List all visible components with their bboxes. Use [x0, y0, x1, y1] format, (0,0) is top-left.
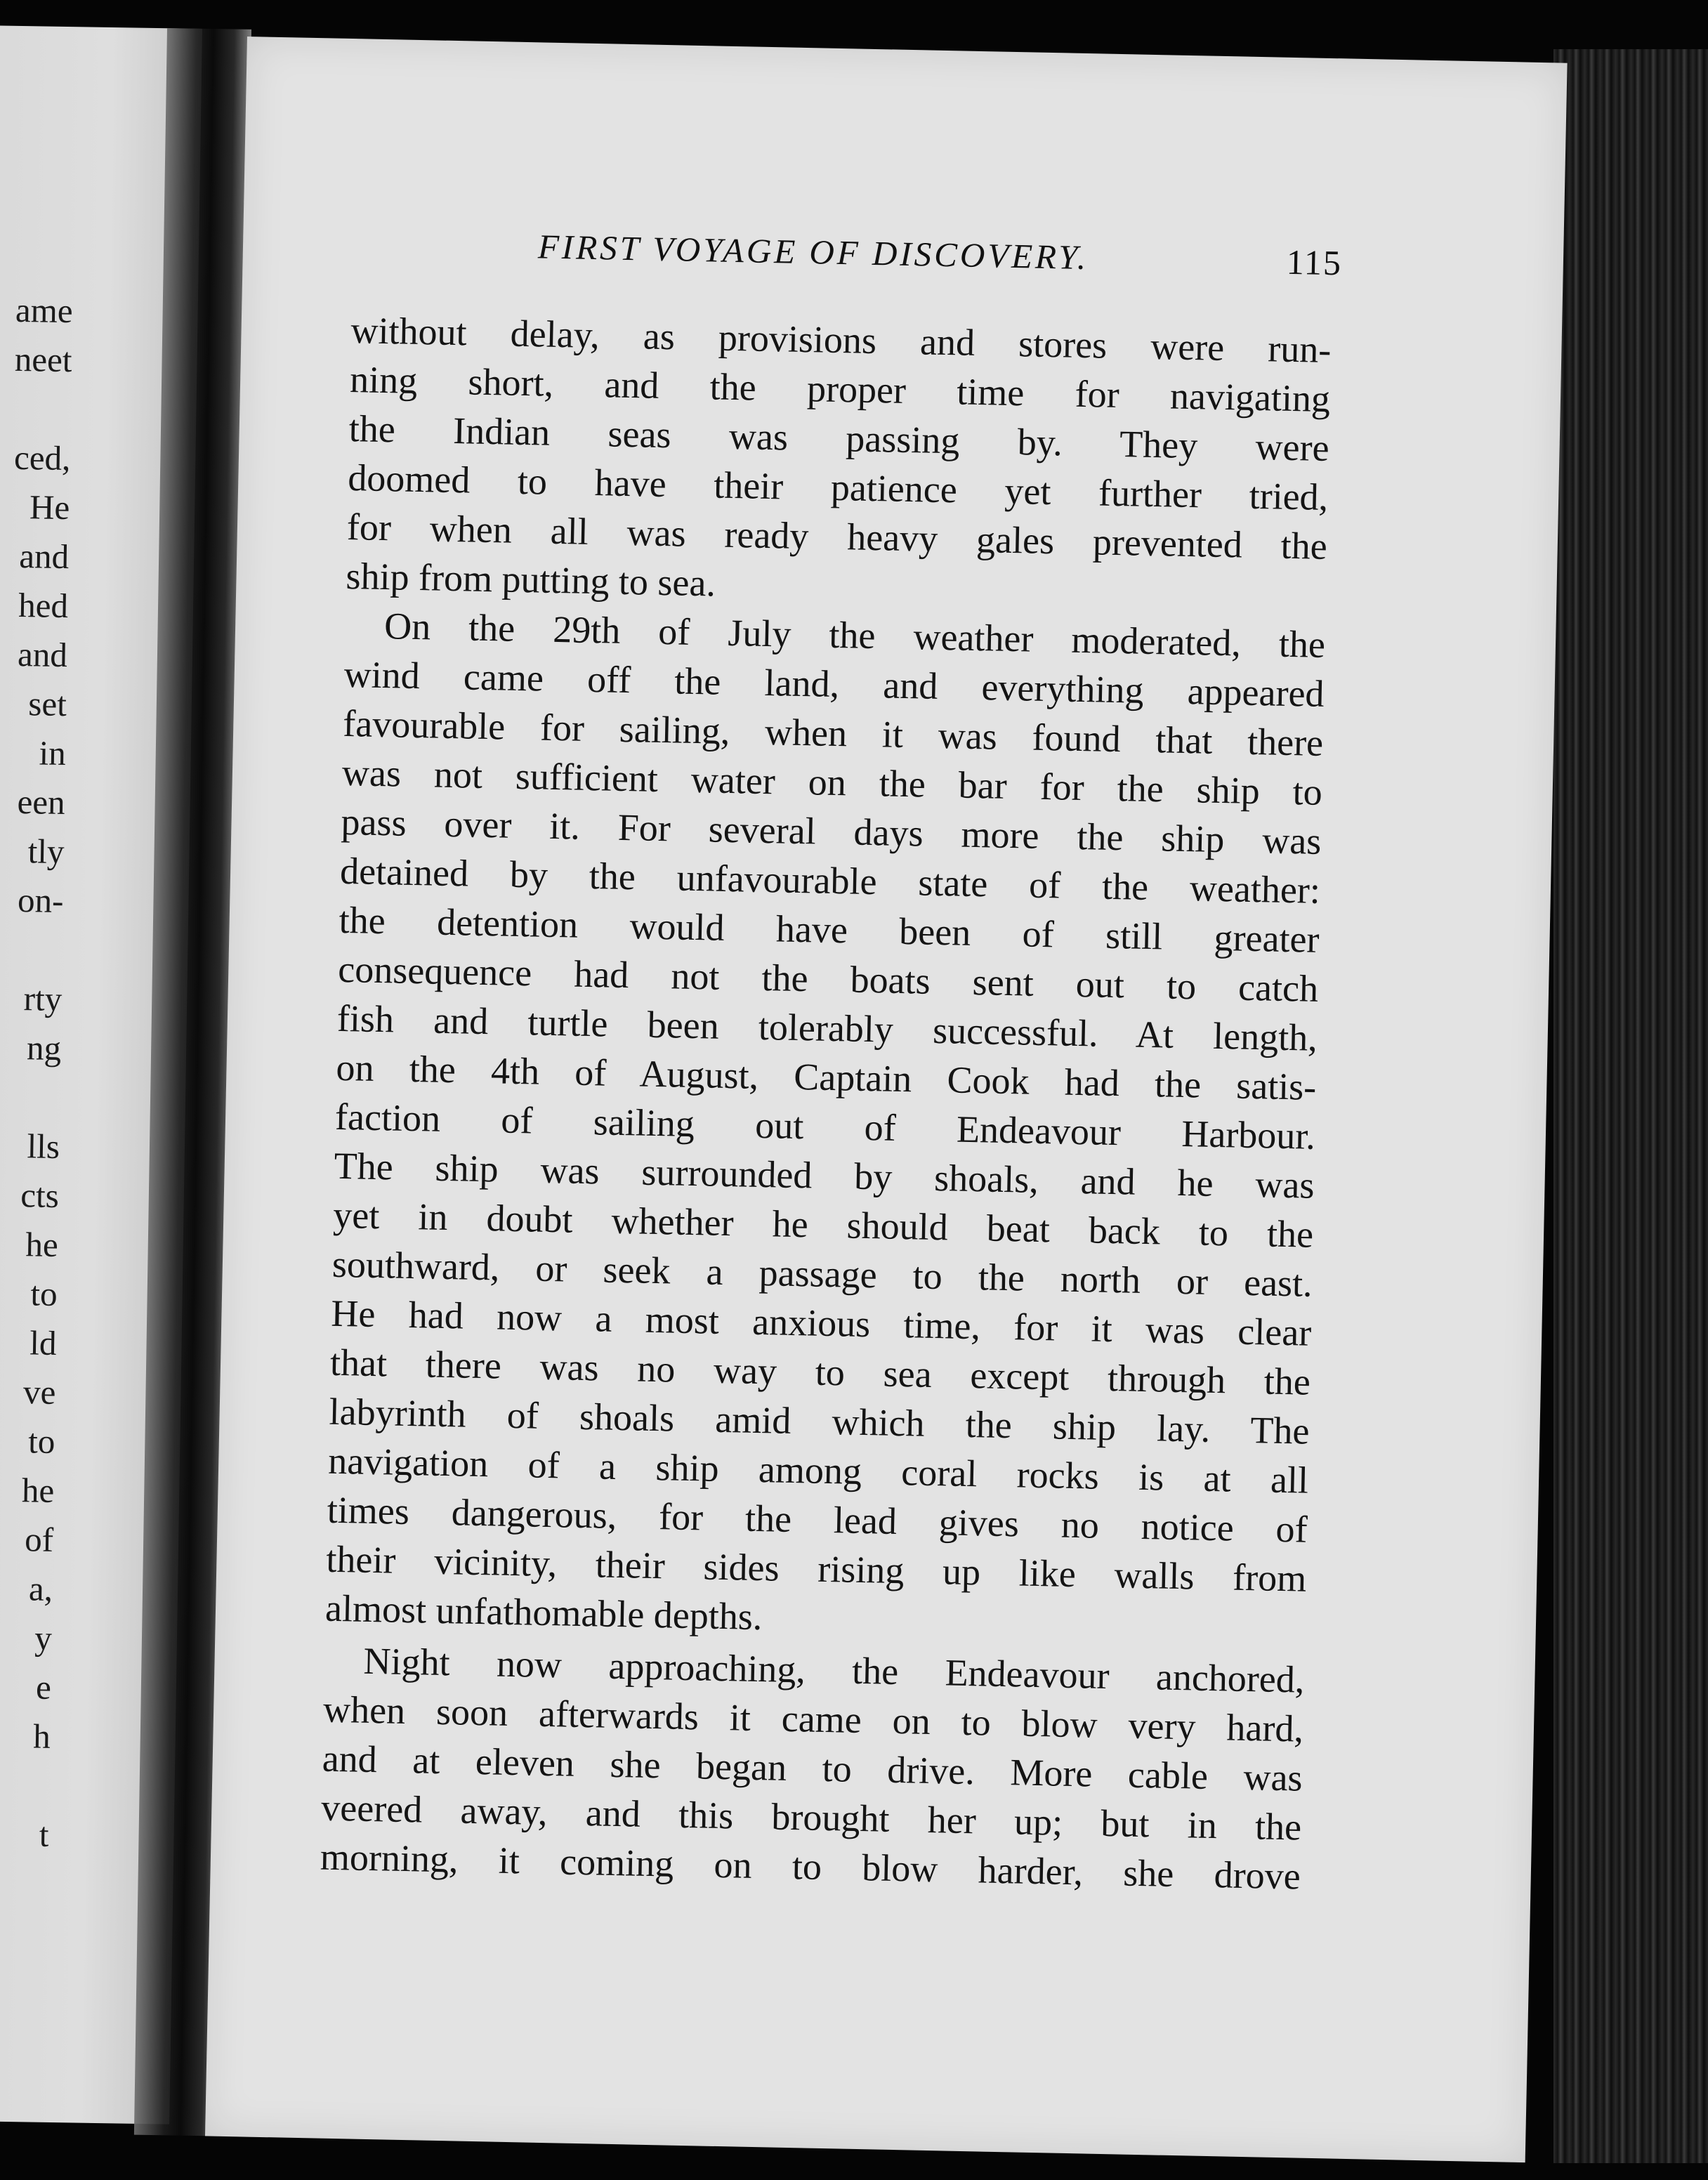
fragment-line: e: [35, 1667, 52, 1707]
text-line: yet in doubt whether he should beat back to the: [332, 1193, 1314, 1256]
fragment-line: he: [25, 1225, 59, 1264]
text-line: The ship was surrounded by shoals, and he was: [334, 1144, 1315, 1207]
fragment-line: t: [39, 1815, 49, 1854]
text-line: on the 4th of August, Captain Cook had the satis-: [335, 1046, 1317, 1108]
fragment-line: [0, 924, 63, 975]
fragment-line: he: [21, 1471, 55, 1510]
fragment-line: [0, 383, 72, 434]
book-page: [205, 37, 1568, 2162]
fragment-line: to: [30, 1274, 58, 1313]
text-line: fish and turtle been tolerably successful. At length,: [336, 997, 1318, 1059]
text-line: labyrinth of shoals amid which the ship lay. The: [329, 1390, 1310, 1452]
fragment-line: [0, 1072, 61, 1122]
fragment-line: ve: [22, 1372, 56, 1412]
running-head: FIRST VOYAGE OF DISCOVERY.: [537, 227, 1089, 277]
text-line: doomed to have their patience yet further tried,: [347, 457, 1329, 519]
text-line: ship from putting to sea.: [346, 554, 716, 605]
text-line: that there was no way to sea except through the: [329, 1341, 1311, 1403]
fragment-line: ng: [26, 1028, 62, 1068]
fragment-line: ced,: [13, 438, 71, 478]
text-line: almost unfathomable depths.: [324, 1587, 763, 1639]
text-line: without delay, as provisions and stores were run-: [350, 309, 1332, 372]
text-line: for when all was ready heavy gales prevented the: [346, 505, 1328, 568]
previous-page-text-fragments: [0, 285, 73, 1860]
fragment-line: y: [34, 1618, 53, 1657]
fragment-line: in: [39, 733, 67, 773]
fragment-line: hed: [18, 585, 69, 626]
fragment-line: een: [17, 782, 66, 822]
fragment-line: lls: [27, 1127, 60, 1166]
text-line: favourable for sailing, when it was found that there: [342, 702, 1324, 764]
fragment-line: set: [27, 684, 67, 724]
body-text: [320, 306, 1332, 1901]
fragment-line: to: [27, 1421, 55, 1461]
fragment-line: ame: [15, 290, 74, 331]
text-line: ning short, and the proper time for navigating: [349, 358, 1331, 421]
fragment-line: ld: [29, 1323, 57, 1362]
text-line: when soon afterwards it came on to blow very hard,: [322, 1688, 1304, 1750]
fragment-line: of: [24, 1520, 54, 1559]
text-line: their vicinity, their sides rising up like walls from: [325, 1537, 1307, 1600]
text-line: On the 29th of July the weather moderated, the: [383, 605, 1326, 666]
text-line: wind came off the land, and everything appeared: [343, 652, 1325, 715]
fragment-line: on-: [17, 881, 64, 921]
text-line: the Indian seas was passing by. They were: [348, 407, 1330, 470]
text-line: Night now approaching, the Endeavour anchored,: [363, 1639, 1305, 1701]
page-stack-edge: [1553, 49, 1708, 2163]
text-line: veered away, and this brought her up; but in the: [320, 1786, 1302, 1849]
text-line: times dangerous, for the lead gives no notice of: [327, 1488, 1308, 1551]
text-line: southward, or seek a passage to the north or east.: [331, 1242, 1313, 1305]
fragment-line: and: [17, 634, 68, 675]
text-line: He had now a most anxious time, for it was clear: [330, 1292, 1312, 1354]
fragment-line: cts: [20, 1176, 60, 1215]
text-line: the detention would have been of still greater: [339, 898, 1320, 961]
text-line: faction of sailing out of Endeavour Harbour.: [334, 1095, 1316, 1157]
fragment-line: a,: [28, 1569, 53, 1608]
fragment-line: neet: [14, 339, 72, 380]
fragment-line: rty: [23, 979, 63, 1019]
text-line: pass over it. For several days more the ship was: [340, 800, 1322, 862]
text-line: morning, it coming on to blow harder, she drove: [320, 1835, 1301, 1898]
text-line: and at eleven she began to drive. More cable was: [322, 1737, 1303, 1799]
fragment-line: and: [18, 536, 70, 577]
fragment-line: h: [32, 1716, 51, 1756]
fragment-line: [0, 1760, 50, 1811]
fragment-line: tly: [27, 832, 65, 872]
text-line: was not sufficient water on the bar for the ship to: [341, 751, 1323, 813]
page-number: 115: [1286, 242, 1343, 283]
text-line: navigation of a ship among coral rocks is at all: [327, 1439, 1309, 1502]
fragment-line: He: [29, 487, 70, 527]
text-line: detained by the unfavourable state of the weather:: [339, 849, 1321, 912]
text-line: consequence had not the boats sent out to catch: [337, 947, 1319, 1010]
